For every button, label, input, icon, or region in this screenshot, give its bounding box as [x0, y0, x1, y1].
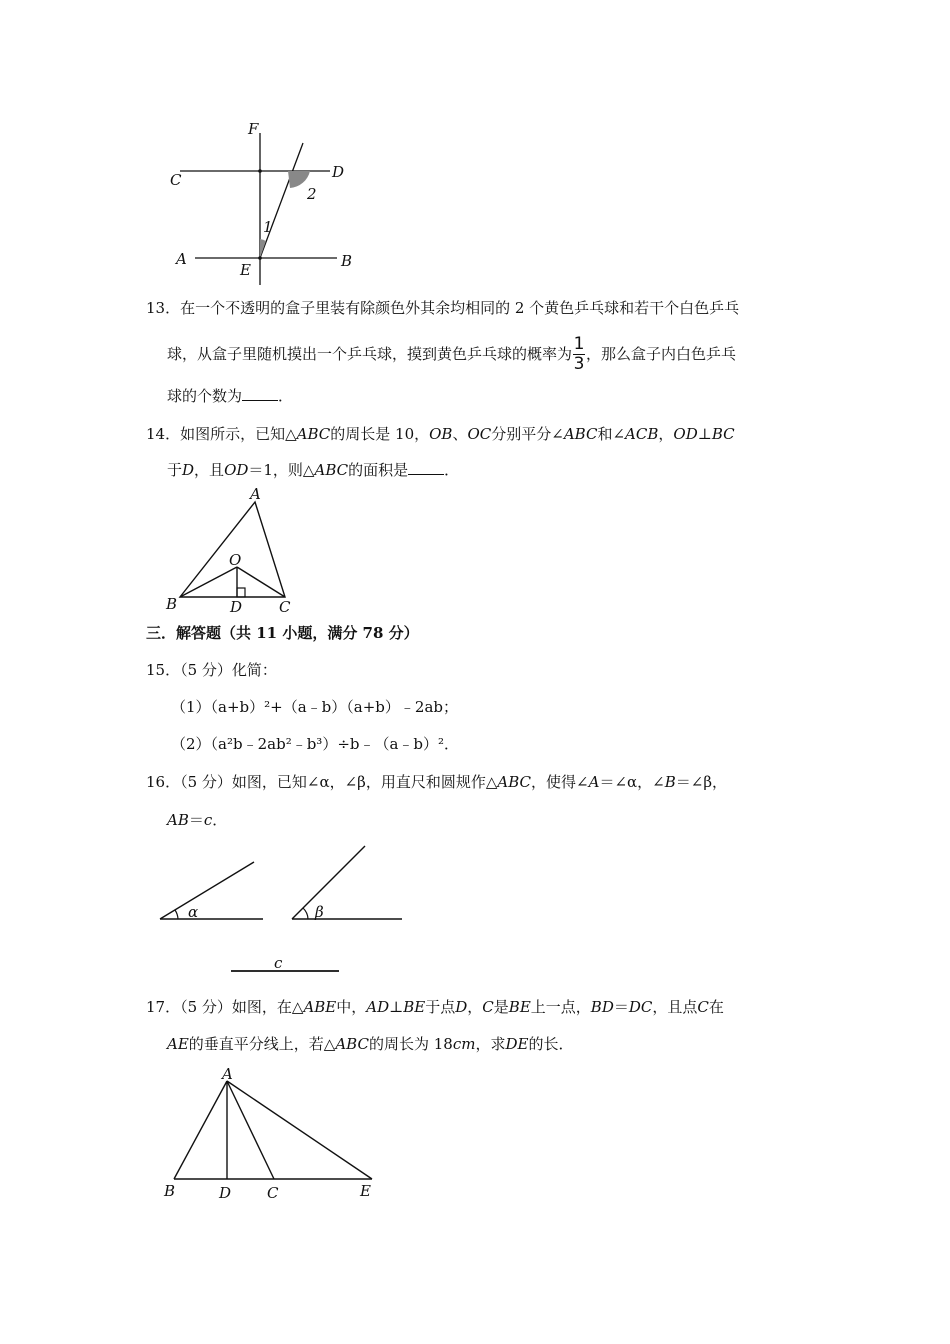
q13-line-3: 球的个数为 ． — [167, 387, 294, 405]
q14-number: 14． — [146, 425, 181, 443]
label-D: D — [332, 163, 345, 181]
q14-line-2: 于D，且OD＝1，则△ABC的面积是 ． — [167, 461, 460, 479]
q13-line-1: 13．在一个不透明的盒子里装有除颜色外其余均相同的 2 个黄色乒乓球和若干个白色乒乓 — [146, 299, 740, 317]
q13-line-2: 球，从盒子里随机摸出一个乒乓球，摸到黄色乒乓球的概率为 $\frac{1}{3}$ ，那么盒子内白色乒乓 — [167, 333, 737, 374]
label-alpha: α — [188, 903, 199, 921]
label-B: B — [164, 1182, 176, 1200]
angles-alpha-beta-figure — [150, 840, 410, 980]
answer-blank — [242, 386, 278, 401]
label-F: F — [248, 120, 259, 138]
triangle-abe-figure — [155, 1060, 395, 1210]
parallel-lines-figure — [160, 115, 370, 290]
label-beta: β — [315, 903, 324, 921]
q17-line-2: AE的垂直平分线上，若△ABC的周长为 18cm，求DE的长． — [167, 1035, 574, 1053]
label-A: A — [176, 250, 187, 268]
q16-line-1: 16．（5 分）如图，已知∠α，∠β，用直尺和圆规作△ABC，使得∠A＝∠α，∠B＝∠β， — [146, 773, 727, 791]
label-O: O — [229, 551, 242, 569]
label-angle-2: 2 — [307, 185, 317, 203]
section-3-title: 三．解答题（共 11 小题，满分 78 分） — [146, 624, 419, 642]
label-E: E — [240, 261, 251, 279]
label-C: C — [267, 1184, 279, 1202]
triangle-abc-incenter-figure — [160, 485, 300, 620]
label-E: E — [360, 1182, 371, 1200]
fraction-one-third: $\frac{1}{3}$ — [573, 333, 585, 374]
q16-number: 16． — [146, 773, 181, 791]
q13-number: 13． — [146, 299, 181, 317]
label-D: D — [230, 598, 243, 616]
label-angle-1: 1 — [263, 218, 273, 236]
q15-line-1: 15．（5 分）化简： — [146, 661, 277, 679]
q17-line-1: 17．（5 分）如图，在△ABE中，AD⊥BE于点D，C是BE上一点，BD＝DC，且点C在 — [146, 998, 724, 1016]
answer-blank — [408, 460, 444, 475]
q16-line-2: AB＝c． — [167, 811, 228, 829]
q17-number: 17． — [146, 998, 181, 1016]
label-A: A — [250, 485, 261, 503]
label-A: A — [222, 1065, 233, 1083]
label-C: C — [279, 598, 291, 616]
label-c: c — [274, 954, 283, 972]
q14-line-1: 14．如图所示，已知△ABC的周长是 10，OB、OC分别平分∠ABC和∠ACB，OD⊥BC — [146, 425, 735, 443]
q15-number: 15． — [146, 661, 181, 679]
label-D: D — [219, 1184, 232, 1202]
q15-part-2: （2）（a²b﹣2ab²﹣b³）÷b﹣（a﹣b）²． — [171, 735, 460, 753]
label-B: B — [166, 595, 178, 613]
label-C: C — [170, 171, 182, 189]
label-B: B — [341, 252, 353, 270]
q15-part-1: （1）（a+b）²+（a﹣b）（a+b）﹣2ab； — [171, 698, 458, 716]
